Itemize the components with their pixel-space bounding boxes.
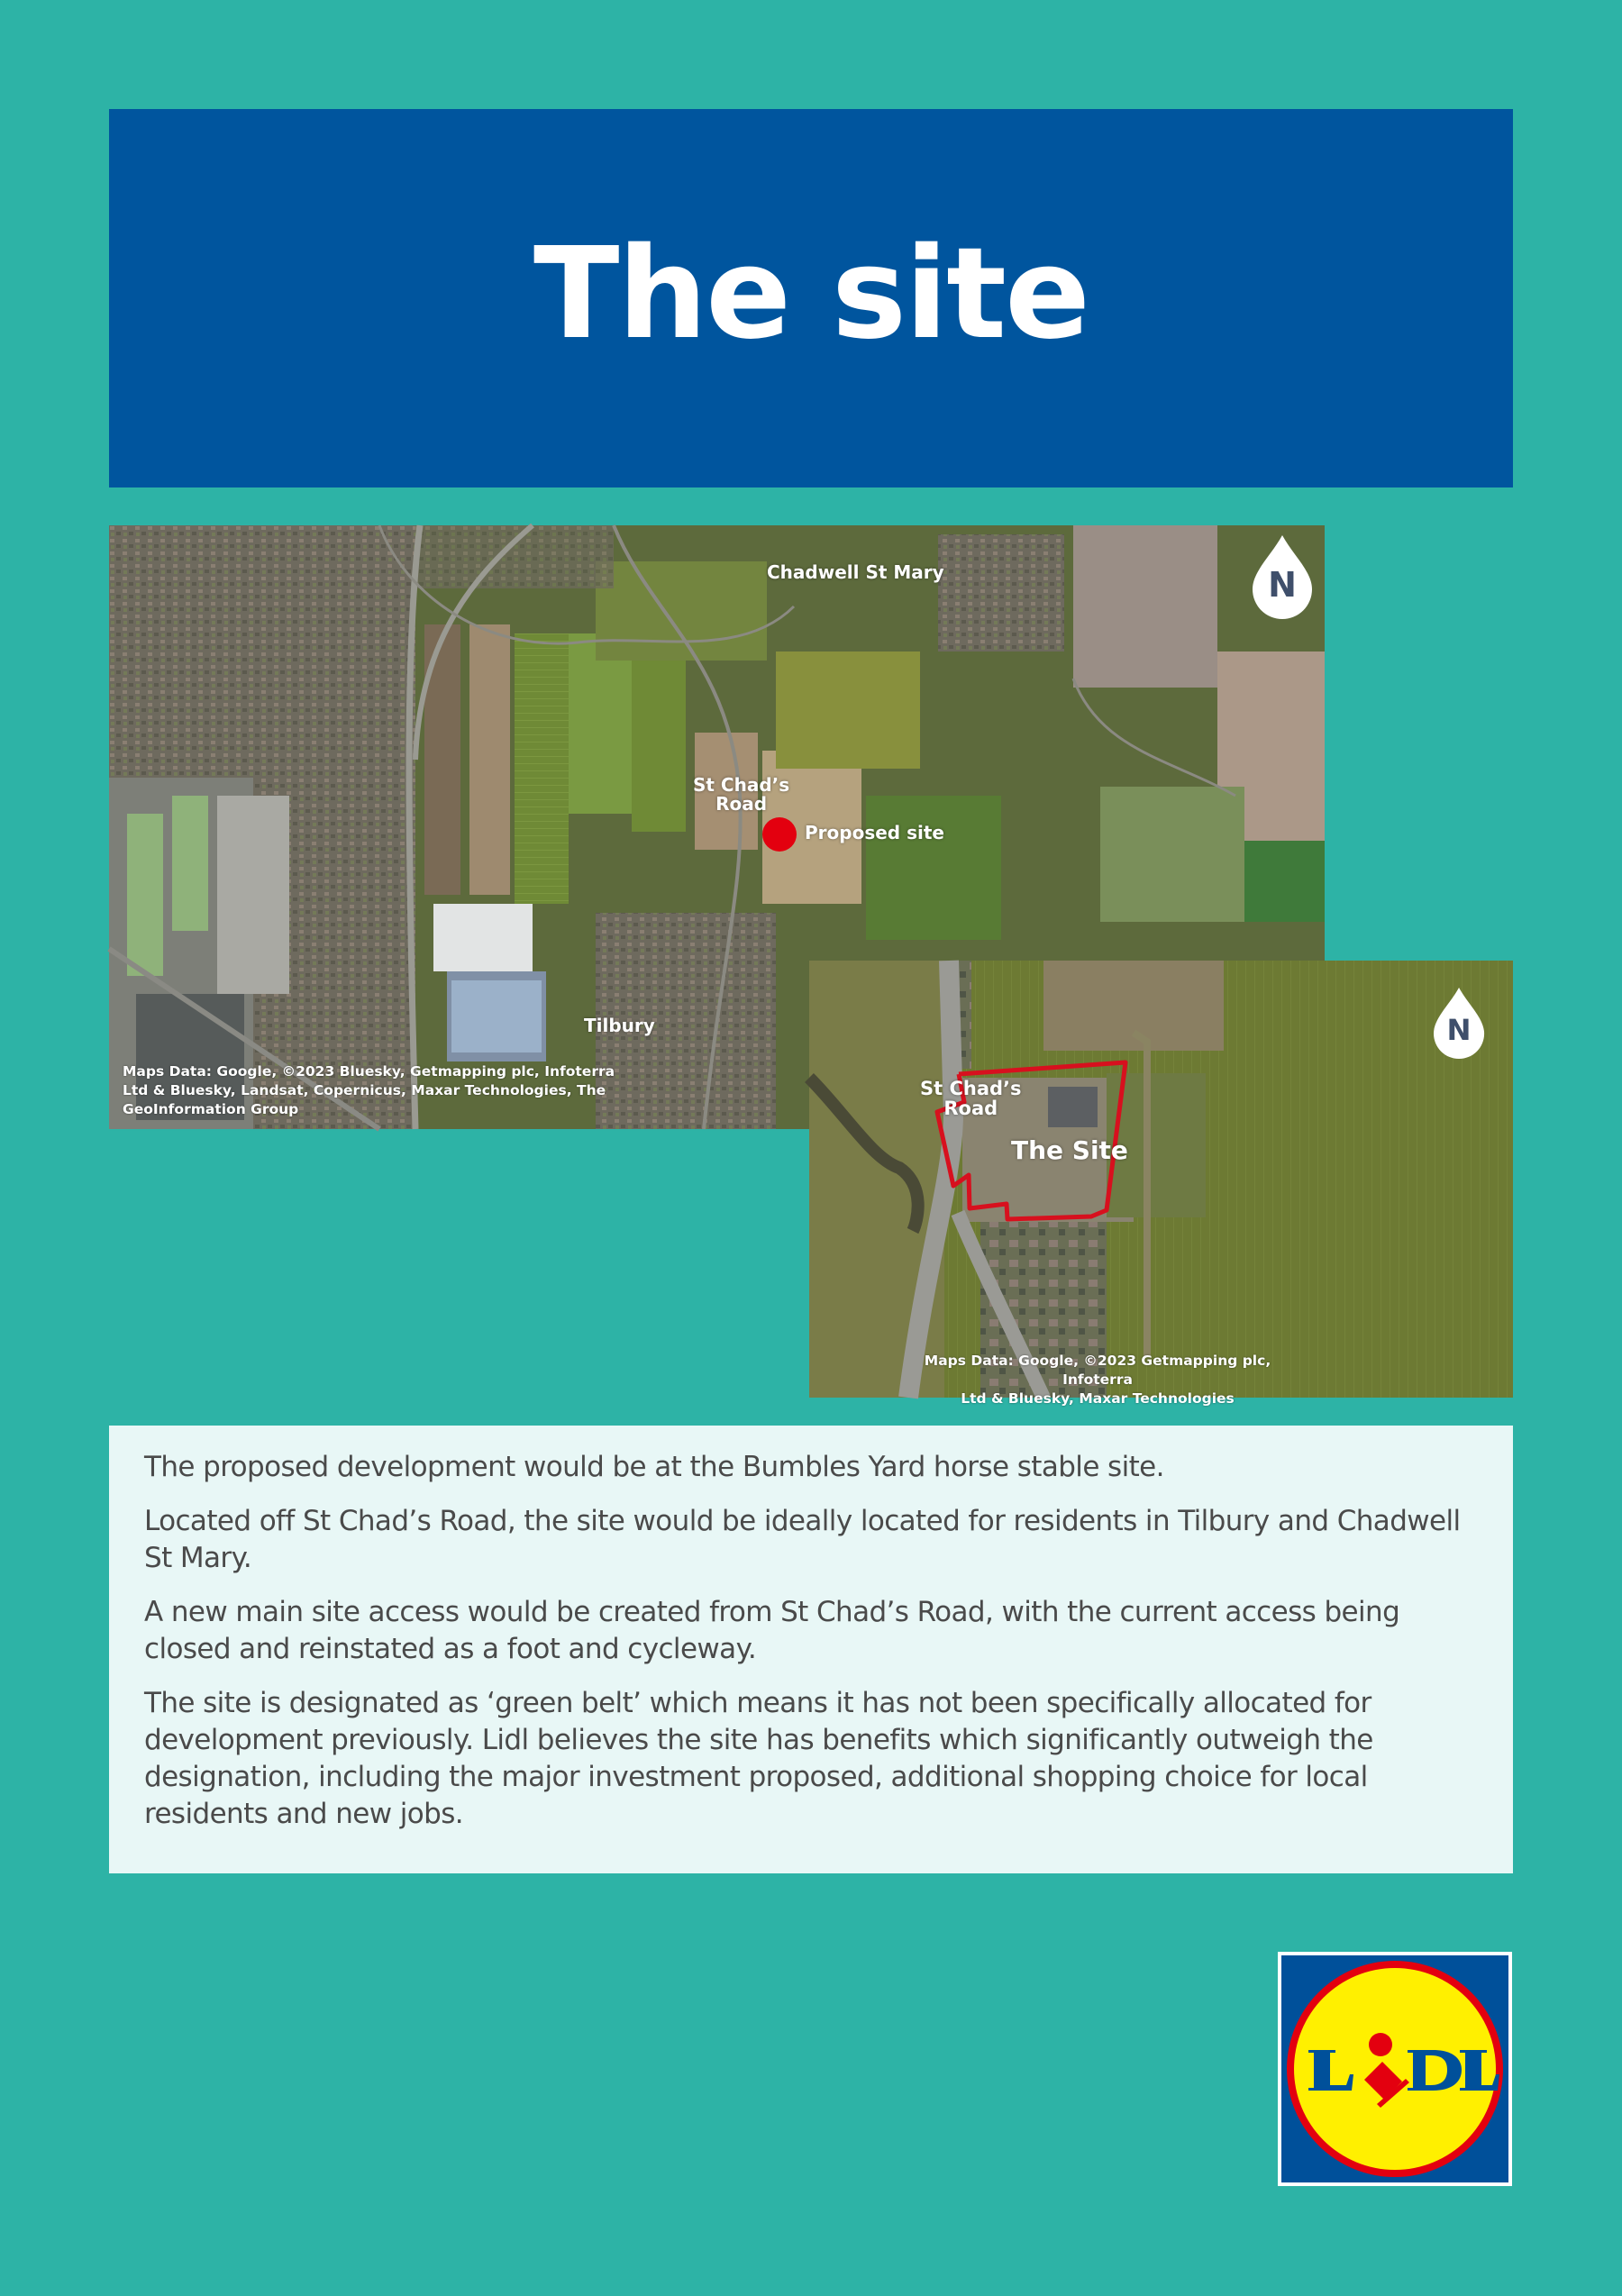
label-chadwell-st-mary: Chadwell St Mary [767, 561, 944, 583]
title-banner [109, 109, 1513, 487]
label-st-chads-road: St Chad’s Road [693, 774, 790, 815]
site-description [109, 1426, 1513, 1873]
label-tilbury: Tilbury [584, 1015, 655, 1036]
paragraph: The proposed development would be at the Bumbles Yard horse stable site. [144, 1451, 1164, 1483]
paragraph: A new main site access would be created from St Chad’s Road, with the current access being closed and reinstated as a foot and cycleway. [144, 1596, 1400, 1665]
label-the-site: The Site [1011, 1135, 1128, 1165]
paragraph: The site is designated as ‘green belt’ which means it has not been specifically allocated for development previously. Lidl believes the site has benefits which significantly outweigh the designation, including the major investment proposed, additional shopping choice for local residents and new jobs. [144, 1687, 1373, 1830]
site-detail-aerial-map [809, 961, 1513, 1407]
map-credit: Maps Data: Google, ©2023 Getmapping plc, Infoterra Ltd & Bluesky, Maxar Technologies [924, 1353, 1271, 1407]
proposed-site-marker [762, 817, 797, 852]
label-st-chads-road: St Chad’s Road [920, 1078, 1022, 1120]
map-credit: Maps Data: Google, ©2023 Bluesky, Getmapping plc, Infoterra Ltd & Bluesky, Landsat, Copernicus, Maxar Technologies, The GeoInformation Group [123, 1063, 615, 1117]
paragraph: Located off St Chad’s Road, the site would be ideally located for residents in Tilbury and Chadwell St Mary. [144, 1505, 1461, 1574]
site-boundary [809, 961, 1513, 1398]
north-arrow: N [1253, 535, 1312, 618]
page-title: The site [533, 221, 1089, 368]
north-arrow: N [1434, 988, 1484, 1058]
lidl-logo-icon [1281, 1955, 1508, 2182]
label-proposed-site: Proposed site [805, 822, 944, 843]
lidl-logo [1278, 1952, 1512, 2186]
